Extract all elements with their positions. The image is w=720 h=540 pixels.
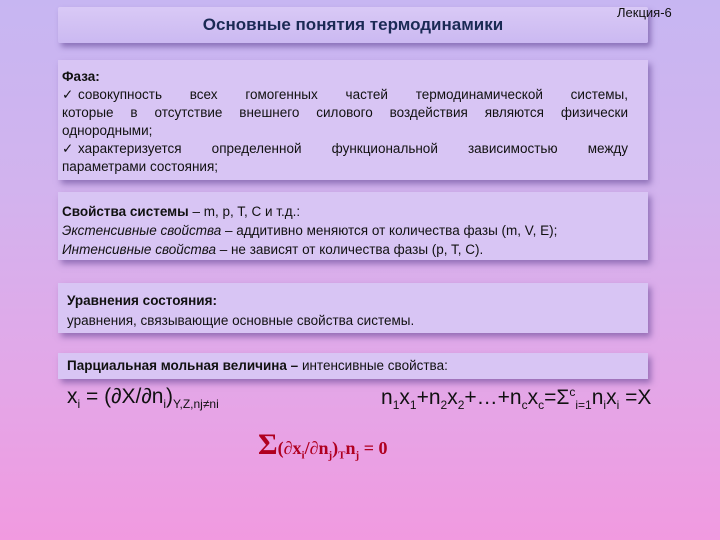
check-mark-2: ✓	[62, 141, 74, 157]
properties-line3	[62, 241, 483, 258]
phase-heading: Фаза:	[62, 69, 100, 84]
page-title: Основные понятия термодинамики	[202, 15, 504, 34]
check-mark-1: ✓	[62, 87, 74, 103]
extensive-rest: – аддитивно меняются от количества фазы (m, V, E);	[221, 223, 558, 238]
phase-bullet2-line2: параметрами состояния;	[62, 159, 219, 174]
state-heading: Уравнения состояния:	[67, 293, 217, 308]
partial-molar-formula: $x_i = (\partial X/\partial n_i)_{Y,Z,nj\ne ni}$	[67, 385, 219, 412]
phase-bullet2-line1: характеризуется определенной функциональной зависимостью между	[78, 141, 628, 156]
properties-heading-rest: – m, p, T, C и т.д.:	[188, 204, 301, 219]
partial-heading: Парциальная мольная величина –	[67, 358, 299, 373]
phase-bullet1-line2: которые в отсутствие внешнего силового воздействия являются физически	[62, 105, 628, 120]
properties-line2	[62, 222, 557, 239]
euler-formula: $n_1x_1+n_2x_2+\dots+n_cx_c=\Sigma^c_{i=1}n_ix_i =X$	[381, 385, 652, 413]
intensive-rest: – не зависят от количества фазы (p, T, C).	[215, 242, 484, 257]
state-text: уравнения, связывающие основные свойства системы.	[67, 313, 415, 328]
properties-line1	[62, 203, 300, 220]
phase-bullet1-line1: совокупность всех гомогенных частей термодинамической системы,	[78, 87, 628, 102]
properties-heading: Свойства системы	[62, 204, 189, 219]
partial-line	[67, 357, 448, 374]
partial-rest: интенсивные свойства:	[298, 358, 448, 373]
gibbs-duhem-formula: $\Sigma(\partial x_i/\partial n_j)_Tn_j = 0$	[258, 428, 388, 462]
phase-bullet1-line3: однородными;	[62, 123, 153, 138]
extensive-term: Экстенсивные свойства	[62, 223, 222, 238]
intensive-term: Интенсивные свойства	[62, 242, 216, 257]
lecture-label: Лекция-6	[617, 5, 672, 20]
